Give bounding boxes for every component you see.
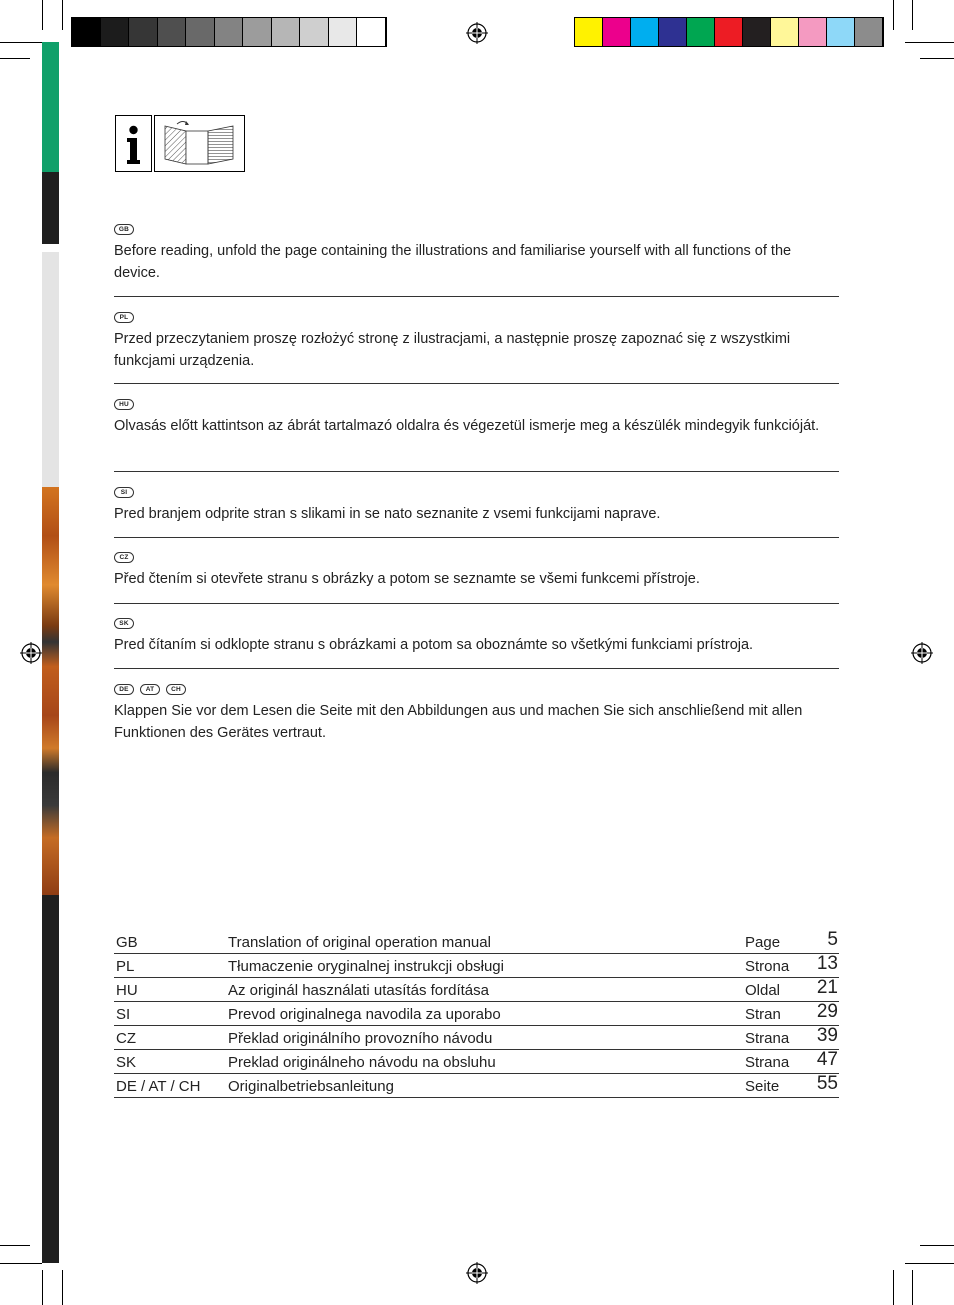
toc-language-code: SK (116, 1054, 137, 1071)
color-swatch (72, 18, 101, 46)
instruction-text: Olvasás előtt kattintson az ábrát tartalmazó oldalra és végezetül ismerje meg a készülék mindegyik funkcióját. (114, 418, 820, 434)
divider (114, 537, 839, 538)
color-swatch (215, 18, 244, 46)
toc-title: Preklad originálneho návodu na obsluhu (228, 1054, 496, 1071)
registration-mark-icon (466, 1262, 488, 1284)
crop-mark (893, 0, 894, 30)
language-block-pl (114, 310, 839, 372)
color-swatch (603, 18, 631, 46)
crop-mark (0, 42, 42, 43)
language-badges (114, 485, 839, 499)
language-badge: CZ (114, 552, 134, 563)
toc-page-label: Strana (745, 1054, 790, 1071)
registration-mark-icon (466, 22, 488, 44)
crop-mark (912, 0, 913, 30)
toc-row[interactable] (114, 1002, 839, 1026)
info-icon (115, 115, 152, 172)
crop-mark (0, 58, 30, 59)
toc-row[interactable] (114, 978, 839, 1002)
toc-page-number: 5 (827, 929, 838, 950)
language-badge: HU (114, 399, 134, 410)
toc-title: Prevod originalnega navodila za uporabo (228, 1006, 501, 1023)
color-swatch (827, 18, 855, 46)
divider (114, 603, 839, 604)
color-swatch (272, 18, 301, 46)
divider (114, 296, 839, 297)
instruction-text: Před čtením si otevřete stranu s obrázky a potom se seznamte se všemi funkcemi přístroje. (114, 571, 700, 587)
language-badge: PL (114, 312, 134, 323)
spine-green-band (42, 42, 59, 172)
crop-mark (42, 0, 43, 30)
toc-title: Translation of original operation manual (228, 934, 491, 951)
toc-row[interactable] (114, 954, 839, 978)
color-swatch (300, 18, 329, 46)
table-of-contents (114, 930, 839, 1098)
toc-language-code: DE / AT / CH (116, 1078, 201, 1095)
toc-page-number: 21 (816, 977, 838, 998)
language-badges (114, 550, 839, 564)
crop-mark (0, 1245, 30, 1246)
language-block-hu (114, 397, 839, 437)
language-block-gb (114, 222, 839, 284)
crop-mark (920, 58, 954, 59)
divider (114, 668, 839, 669)
color-swatch (715, 18, 743, 46)
crop-mark (62, 1270, 63, 1305)
toc-title: Překlad originálního provozního návodu (228, 1030, 493, 1047)
toc-row[interactable] (114, 1050, 839, 1074)
toc-title: Originalbetriebsanleitung (228, 1078, 394, 1095)
instruction-text: Pred čítaním si odklopte stranu s obrázkami a potom sa oboznámte so všetkými funkciami prístroja. (114, 637, 754, 653)
crop-mark (42, 1270, 43, 1305)
language-badge: GB (114, 224, 134, 235)
crop-mark (893, 1270, 894, 1305)
color-swatch (771, 18, 799, 46)
instruction-text: Przed przeczytaniem proszę rozłożyć stronę z ilustracjami, a następnie proszę zapoznać się z wszystkimi funkcjami urządzenia. (114, 331, 791, 369)
toc-row[interactable] (114, 930, 839, 954)
color-swatch (687, 18, 715, 46)
color-swatch (158, 18, 187, 46)
language-badge: DE (114, 684, 134, 695)
toc-page-number: 39 (816, 1025, 838, 1046)
toc-language-code: PL (116, 958, 135, 975)
toc-page-number: 13 (816, 953, 838, 974)
spine-dark-band (42, 172, 59, 244)
color-swatch (186, 18, 215, 46)
color-swatch (631, 18, 659, 46)
toc-language-code: SI (116, 1006, 131, 1023)
language-block-sk (114, 616, 839, 656)
language-block-si (114, 485, 839, 525)
toc-row[interactable] (114, 1074, 839, 1098)
color-swatch (329, 18, 358, 46)
color-swatch (243, 18, 272, 46)
crop-mark (62, 0, 63, 30)
toc-page-number: 55 (816, 1073, 838, 1094)
color-swatch (101, 18, 130, 46)
language-badges (114, 222, 839, 236)
color-swatch (799, 18, 827, 46)
toc-page-label: Stran (745, 1006, 781, 1023)
language-badge: CH (166, 684, 186, 695)
process-color-calibration-bar (574, 17, 884, 47)
divider (114, 471, 839, 472)
toc-language-code: CZ (116, 1030, 136, 1047)
color-swatch (575, 18, 603, 46)
color-swatch (659, 18, 687, 46)
language-badges (114, 310, 839, 324)
spine-light-band (42, 252, 59, 487)
instruction-text: Klappen Sie vor dem Lesen die Seite mit den Abbildungen aus und machen Sie sich anschließend mit allen Funktionen des Gerätes vertraut. (114, 703, 803, 741)
crop-mark (920, 1245, 954, 1246)
spine-dark-band (42, 895, 59, 1263)
toc-page-label: Strona (745, 958, 790, 975)
crop-mark (0, 1263, 42, 1264)
instruction-text: Pred branjem odprite stran s slikami in se nato seznanite z vsemi funkcijami naprave. (114, 506, 661, 522)
toc-page-label: Page (745, 934, 781, 951)
toc-page-label: Oldal (745, 982, 781, 999)
toc-page-label: Seite (745, 1078, 780, 1095)
toc-page-label: Strana (745, 1030, 790, 1047)
language-badges (114, 616, 839, 630)
toc-page-number: 29 (816, 1001, 838, 1022)
language-badge: SI (114, 487, 134, 498)
toc-row[interactable] (114, 1026, 839, 1050)
registration-mark-icon (20, 642, 42, 664)
language-badge: SK (114, 618, 134, 629)
unfold-page-icon (154, 115, 245, 172)
instruction-text: Before reading, unfold the page containing the illustrations and familiarise yourself with all functions of the device. (114, 243, 792, 281)
color-swatch (129, 18, 158, 46)
color-swatch (855, 18, 883, 46)
grayscale-calibration-bar (71, 17, 387, 47)
divider (114, 383, 839, 384)
crop-mark (905, 42, 954, 43)
language-badges (114, 682, 839, 696)
color-swatch (743, 18, 771, 46)
toc-page-number: 47 (816, 1049, 838, 1070)
toc-language-code: GB (116, 934, 138, 951)
language-block-de-at-ch (114, 682, 839, 744)
crop-mark (905, 1263, 954, 1264)
crop-mark (912, 1270, 913, 1305)
language-block-cz (114, 550, 839, 590)
spine-product-photo-strip (42, 487, 59, 895)
language-badge: AT (140, 684, 160, 695)
toc-language-code: HU (116, 982, 138, 999)
language-badges (114, 397, 839, 411)
toc-title: Az originál használati utasítás fordítása (228, 982, 489, 999)
color-swatch (357, 18, 386, 46)
toc-title: Tłumaczenie oryginalnej instrukcji obsługi (228, 958, 504, 975)
registration-mark-icon (911, 642, 933, 664)
